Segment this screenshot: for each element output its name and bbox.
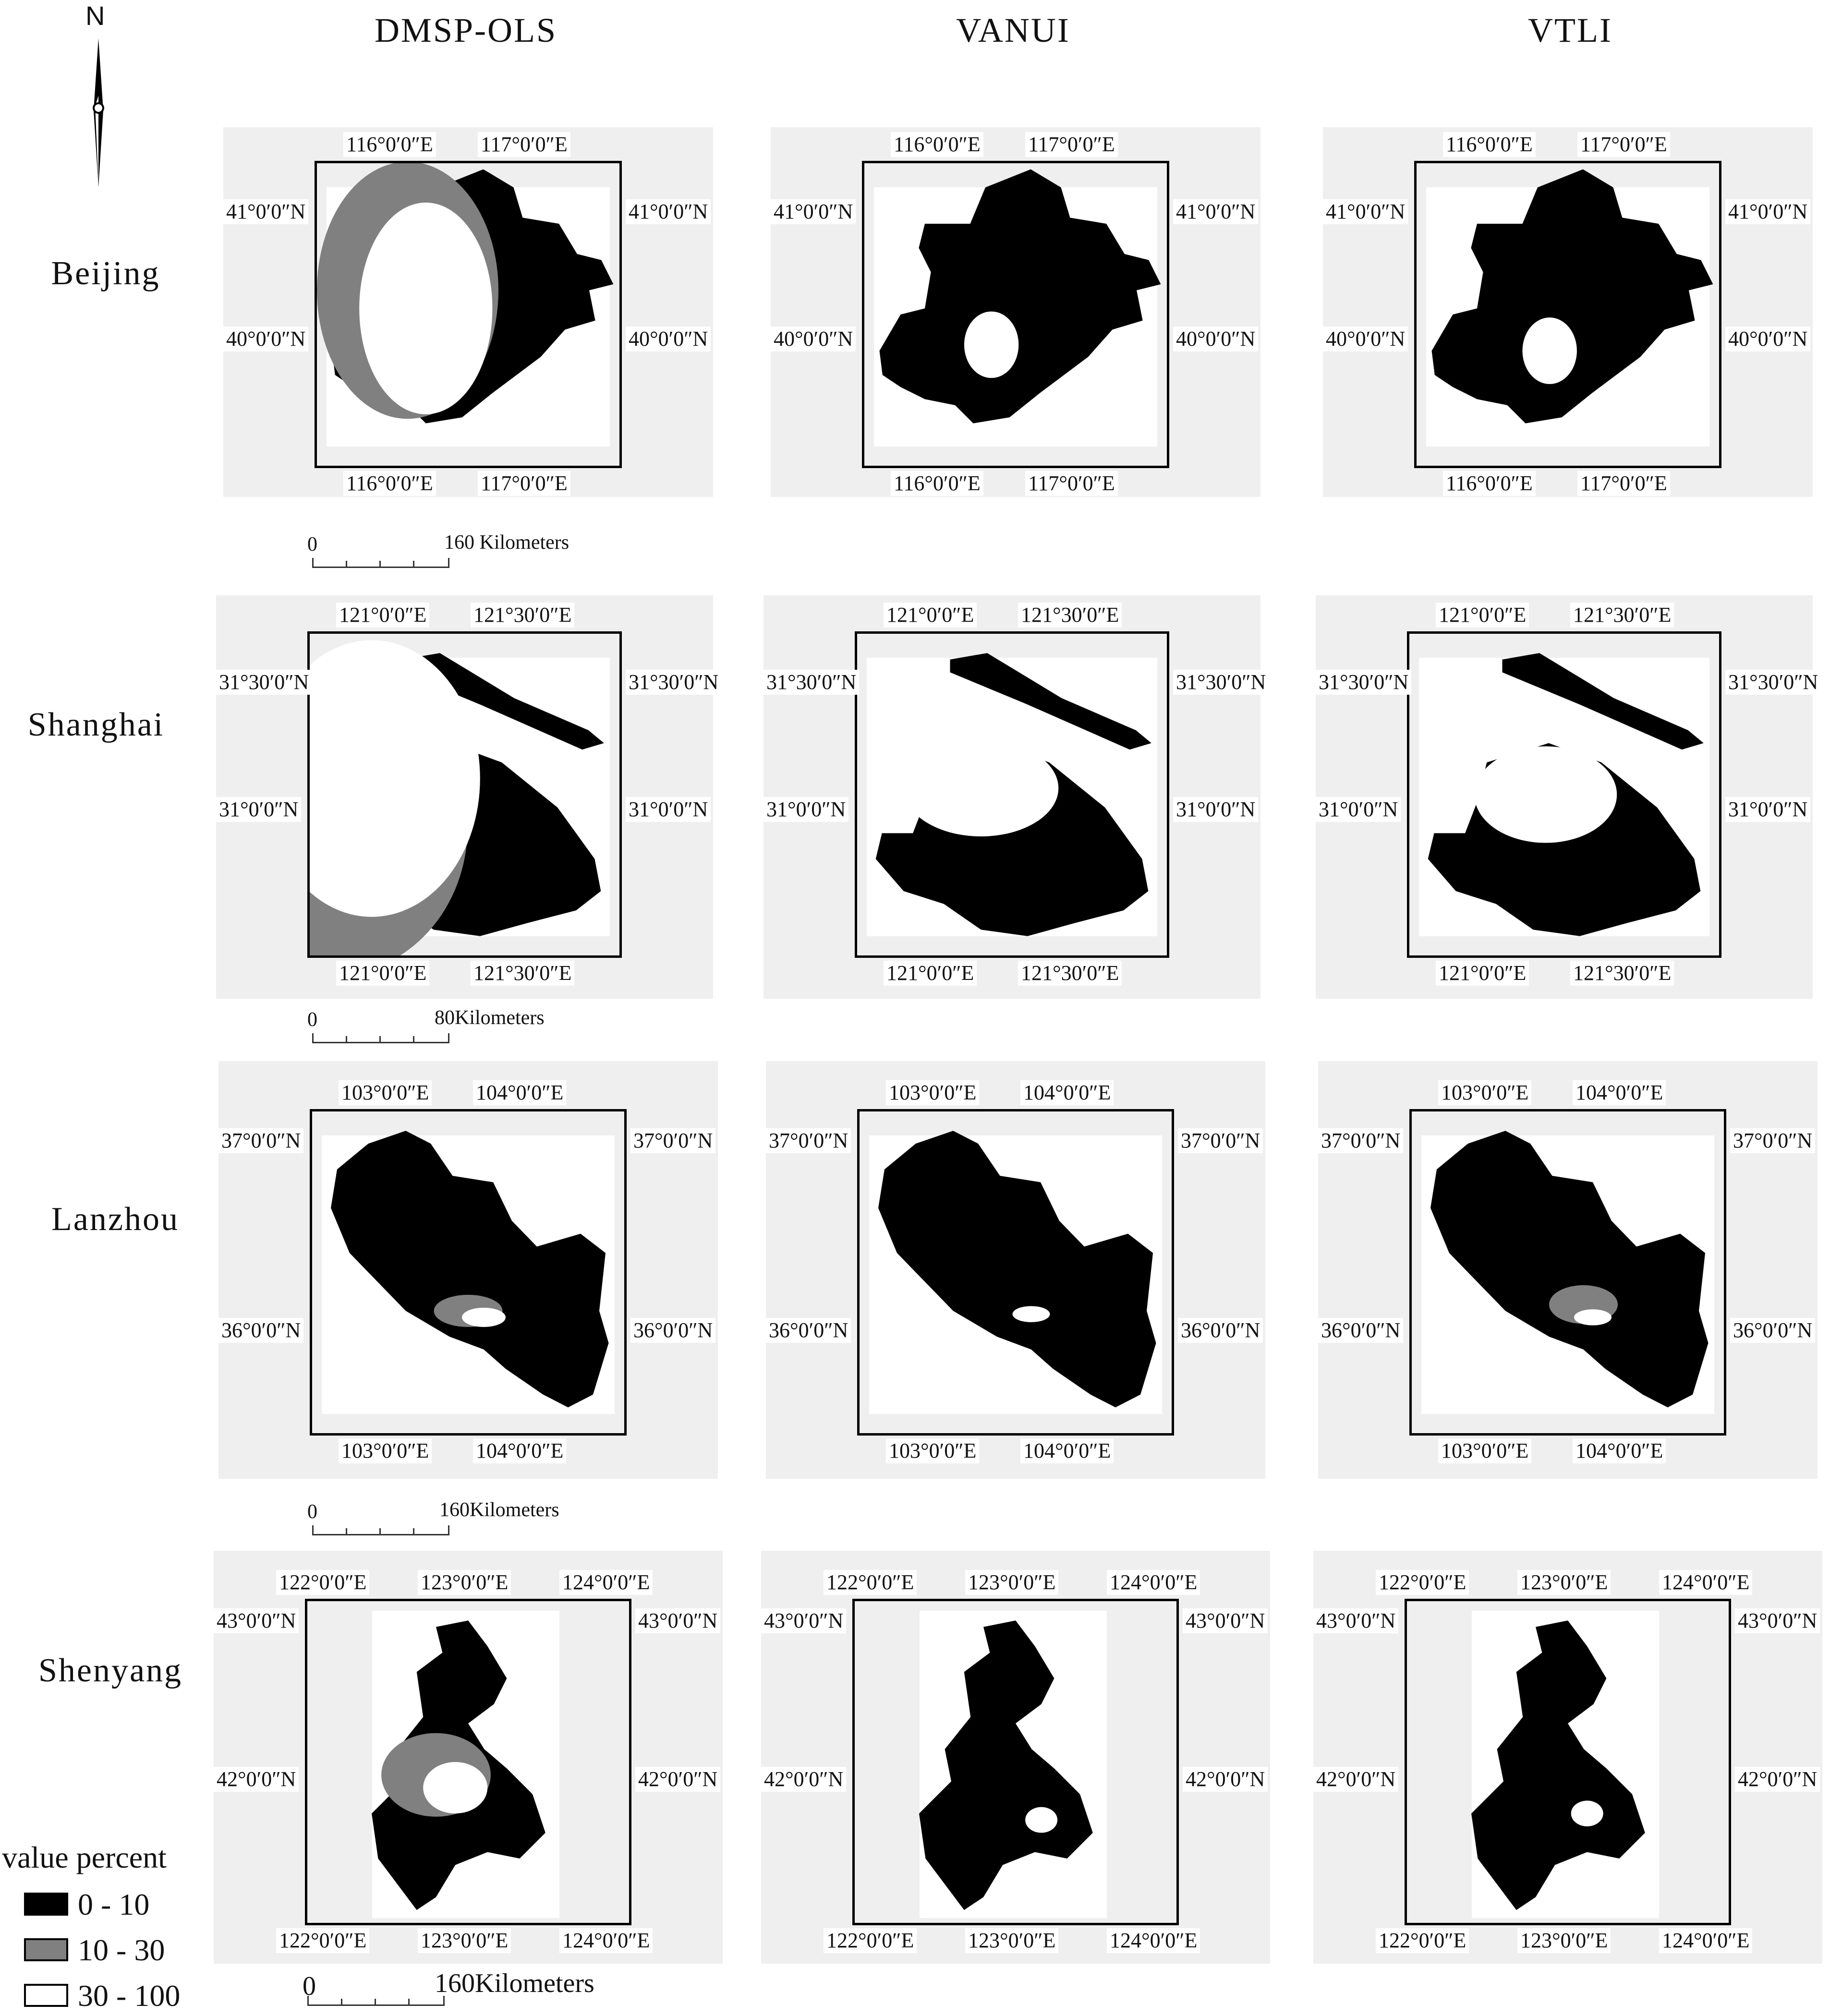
latitude-label-right: 40°0′0″N (1173, 326, 1258, 351)
longitude-label-top: 122°0′0″E (276, 1570, 369, 1595)
latitude-label-left: 31°0′0″N (764, 797, 848, 822)
latitude-label-right: 31°0′0″N (1725, 797, 1810, 822)
night-light-raster (1412, 1111, 1724, 1433)
longitude-label-bottom: 121°0′0″E (336, 961, 429, 986)
latitude-label-left: 43°0′0″N (214, 1608, 299, 1633)
light-class-30-100-area (1474, 747, 1617, 843)
map-frame (307, 631, 622, 958)
longitude-label-top: 122°0′0″E (1376, 1570, 1469, 1595)
latitude-label-left: 43°0′0″N (1313, 1608, 1398, 1633)
longitude-label-bottom: 121°30′0″E (1018, 961, 1122, 986)
latitude-label-left: 36°0′0″N (766, 1318, 851, 1343)
night-light-raster (312, 1111, 624, 1433)
latitude-label-right: 43°0′0″N (1735, 1608, 1820, 1633)
longitude-label-bottom: 121°30′0″E (1570, 961, 1674, 986)
latitude-label-left: 41°0′0″N (1323, 199, 1408, 224)
latitude-label-right: 36°0′0″N (630, 1318, 715, 1343)
latitude-label-right: 40°0′0″N (626, 326, 711, 351)
longitude-label-bottom: 122°0′0″E (1376, 1928, 1469, 1953)
map-frame (852, 1599, 1179, 1925)
longitude-label-top: 122°0′0″E (824, 1570, 917, 1595)
map-frame (1409, 1109, 1726, 1436)
latitude-label-right: 37°0′0″N (1730, 1128, 1815, 1153)
column-heading-vtli: VTLI (1528, 11, 1612, 49)
city-boundary-area (919, 1620, 1093, 1910)
legend (0, 1834, 221, 2016)
city-boundary-area (1430, 1131, 1709, 1407)
light-class-30-100-area (964, 312, 1018, 378)
legend-title: value percent (2, 1840, 167, 1874)
column-heading-dmsp-ols: DMSP-OLS (374, 11, 557, 49)
longitude-label-bottom: 116°0′0″E (343, 471, 436, 496)
longitude-label-bottom: 103°0′0″E (886, 1438, 979, 1463)
longitude-label-top: 124°0′0″E (1107, 1570, 1200, 1595)
longitude-label-bottom: 104°0′0″E (1573, 1438, 1666, 1463)
latitude-label-right: 40°0′0″N (1725, 326, 1810, 351)
longitude-label-top: 121°30′0″E (471, 603, 574, 628)
longitude-label-top: 123°0′0″E (418, 1570, 511, 1595)
longitude-label-top: 116°0′0″E (343, 132, 436, 157)
latitude-label-right: 42°0′0″N (635, 1767, 720, 1792)
night-light-raster (1407, 1601, 1729, 1923)
latitude-label-left: 36°0′0″N (218, 1318, 303, 1343)
longitude-label-top: 104°0′0″E (1020, 1080, 1114, 1105)
light-class-30-100-area (1571, 1800, 1603, 1826)
latitude-label-left: 31°0′0″N (216, 797, 301, 822)
latitude-label-left: 31°30′0″N (216, 670, 312, 695)
latitude-label-right: 41°0′0″N (1173, 199, 1258, 224)
legend-swatch-white (24, 1984, 68, 2007)
night-light-raster (860, 1111, 1172, 1433)
longitude-label-top: 116°0′0″E (1443, 132, 1536, 157)
scale-label: 160 Kilometers (444, 531, 570, 554)
latitude-label-left: 37°0′0″N (1318, 1128, 1403, 1153)
scale-bar-shanghai (307, 1008, 595, 1047)
longitude-label-top: 103°0′0″E (339, 1080, 432, 1105)
night-light-raster (317, 163, 619, 466)
night-light-raster (310, 634, 619, 955)
longitude-label-top: 121°0′0″E (1436, 603, 1529, 628)
light-class-30-100-area (1013, 1306, 1050, 1322)
longitude-label-bottom: 122°0′0″E (276, 1928, 369, 1953)
latitude-label-right: 37°0′0″N (630, 1128, 715, 1153)
scale-label: 160Kilometers (435, 1968, 594, 1998)
longitude-label-bottom: 117°0′0″E (478, 471, 570, 496)
map-frame (857, 1109, 1174, 1436)
latitude-label-right: 41°0′0″N (626, 199, 711, 224)
longitude-label-bottom: 116°0′0″E (891, 471, 983, 496)
longitude-label-top: 121°30′0″E (1018, 603, 1122, 628)
row-heading-shanghai: Shanghai (27, 706, 165, 743)
scale-label: 160Kilometers (439, 1499, 559, 1521)
longitude-label-top: 117°0′0″E (1025, 132, 1118, 157)
row-heading-lanzhou: Lanzhou (51, 1201, 179, 1238)
legend-swatch-gray (24, 1938, 68, 1961)
latitude-label-right: 31°0′0″N (1173, 797, 1258, 822)
legend-label: 10 - 30 (78, 1933, 165, 1967)
longitude-label-bottom: 121°0′0″E (1436, 961, 1529, 986)
light-class-30-100-area (423, 1762, 487, 1813)
latitude-label-left: 40°0′0″N (223, 326, 308, 351)
longitude-label-top: 104°0′0″E (473, 1080, 566, 1105)
latitude-label-left: 36°0′0″N (1318, 1318, 1403, 1343)
latitude-label-left: 43°0′0″N (761, 1608, 846, 1633)
latitude-label-right: 37°0′0″N (1178, 1128, 1263, 1153)
scale-bar-shenyang (303, 1968, 639, 2009)
map-frame (305, 1599, 631, 1925)
map-frame (315, 161, 622, 468)
longitude-label-top: 103°0′0″E (886, 1080, 979, 1105)
scale-zero: 0 (307, 1009, 317, 1031)
latitude-label-left: 42°0′0″N (761, 1767, 846, 1792)
longitude-label-bottom: 124°0′0″E (559, 1928, 653, 1953)
city-boundary-area (1432, 169, 1713, 423)
latitude-label-right: 43°0′0″N (635, 1608, 720, 1633)
longitude-label-bottom: 104°0′0″E (1020, 1438, 1114, 1463)
longitude-label-bottom: 103°0′0″E (339, 1438, 432, 1463)
night-light-raster (857, 634, 1167, 955)
map-frame (1407, 631, 1721, 958)
latitude-label-left: 37°0′0″N (766, 1128, 851, 1153)
map-frame (862, 161, 1169, 468)
city-boundary-area (1471, 1620, 1645, 1910)
map-frame (310, 1109, 627, 1436)
scale-zero: 0 (307, 533, 317, 555)
light-class-30-100-area (1574, 1309, 1612, 1326)
scale-zero: 0 (303, 1971, 316, 2001)
light-class-30-100-area (904, 740, 1059, 836)
map-frame (855, 631, 1169, 958)
latitude-label-left: 37°0′0″N (218, 1128, 303, 1153)
row-heading-shenyang: Shenyang (38, 1652, 183, 1689)
longitude-label-bottom: 124°0′0″E (1107, 1928, 1200, 1953)
legend-label: 30 - 100 (78, 1979, 181, 2013)
longitude-label-bottom: 117°0′0″E (1577, 471, 1670, 496)
longitude-label-top: 104°0′0″E (1573, 1080, 1666, 1105)
latitude-label-left: 31°0′0″N (1316, 797, 1401, 822)
longitude-label-top: 121°0′0″E (884, 603, 977, 628)
longitude-label-top: 121°30′0″E (1570, 603, 1674, 628)
latitude-label-left: 42°0′0″N (214, 1767, 299, 1792)
scale-bar-beijing (307, 533, 595, 571)
night-light-raster (855, 1601, 1176, 1923)
north-arrow (72, 0, 125, 192)
longitude-label-bottom: 124°0′0″E (1659, 1928, 1752, 1953)
scale-zero: 0 (307, 1501, 317, 1523)
latitude-label-right: 31°30′0″N (1725, 670, 1821, 695)
light-class-30-100-area (359, 203, 492, 414)
latitude-label-left: 41°0′0″N (771, 199, 856, 224)
latitude-label-right: 31°0′0″N (626, 797, 711, 822)
legend-label: 0 - 10 (78, 1887, 150, 1921)
longitude-label-top: 116°0′0″E (891, 132, 983, 157)
north-arrow-icon (72, 0, 125, 192)
latitude-label-right: 42°0′0″N (1183, 1767, 1268, 1792)
longitude-label-bottom: 117°0′0″E (1025, 471, 1118, 496)
longitude-label-bottom: 123°0′0″E (1517, 1928, 1611, 1953)
longitude-label-top: 117°0′0″E (1577, 132, 1670, 157)
north-label: N (85, 0, 105, 31)
longitude-label-bottom: 104°0′0″E (473, 1438, 566, 1463)
latitude-label-right: 36°0′0″N (1178, 1318, 1263, 1343)
longitude-label-bottom: 103°0′0″E (1438, 1438, 1531, 1463)
map-frame (1414, 161, 1721, 468)
night-light-raster (864, 163, 1167, 466)
night-light-raster (1409, 634, 1719, 955)
longitude-label-bottom: 122°0′0″E (824, 1928, 917, 1953)
latitude-label-left: 31°30′0″N (1316, 670, 1411, 695)
latitude-label-left: 41°0′0″N (223, 199, 308, 224)
light-class-30-100-area (1025, 1807, 1057, 1833)
column-heading-vanui: VANUI (956, 11, 1070, 49)
latitude-label-left: 42°0′0″N (1313, 1767, 1398, 1792)
longitude-label-top: 124°0′0″E (1659, 1570, 1752, 1595)
latitude-label-right: 43°0′0″N (1183, 1608, 1268, 1633)
scale-bar-lanzhou (307, 1500, 595, 1539)
city-boundary-area (878, 1131, 1156, 1407)
longitude-label-top: 117°0′0″E (478, 132, 570, 157)
longitude-label-bottom: 123°0′0″E (965, 1928, 1058, 1953)
longitude-label-bottom: 121°30′0″E (471, 961, 574, 986)
longitude-label-bottom: 123°0′0″E (418, 1928, 511, 1953)
light-class-30-100-area (462, 1308, 506, 1327)
latitude-label-right: 41°0′0″N (1725, 199, 1810, 224)
city-boundary-area (880, 169, 1161, 423)
map-frame (1405, 1599, 1731, 1925)
longitude-label-bottom: 116°0′0″E (1443, 471, 1536, 496)
longitude-label-top: 124°0′0″E (559, 1570, 653, 1595)
latitude-label-left: 31°30′0″N (764, 670, 859, 695)
light-class-30-100-area (1523, 317, 1577, 384)
latitude-label-right: 31°30′0″N (1173, 670, 1269, 695)
latitude-label-left: 40°0′0″N (1323, 326, 1408, 351)
row-heading-beijing: Beijing (51, 255, 160, 292)
night-light-raster (1417, 163, 1719, 466)
longitude-label-top: 123°0′0″E (965, 1570, 1058, 1595)
latitude-label-right: 31°30′0″N (626, 670, 721, 695)
legend-swatch-black (24, 1893, 68, 1916)
night-light-raster (307, 1601, 629, 1923)
scale-label: 80Kilometers (435, 1007, 545, 1029)
latitude-label-right: 36°0′0″N (1730, 1318, 1815, 1343)
city-boundary-area (331, 1131, 609, 1407)
longitude-label-top: 121°0′0″E (336, 603, 429, 628)
longitude-label-top: 123°0′0″E (1517, 1570, 1611, 1595)
longitude-label-bottom: 121°0′0″E (884, 961, 977, 986)
longitude-label-top: 103°0′0″E (1438, 1080, 1531, 1105)
latitude-label-right: 42°0′0″N (1735, 1767, 1820, 1792)
latitude-label-left: 40°0′0″N (771, 326, 856, 351)
